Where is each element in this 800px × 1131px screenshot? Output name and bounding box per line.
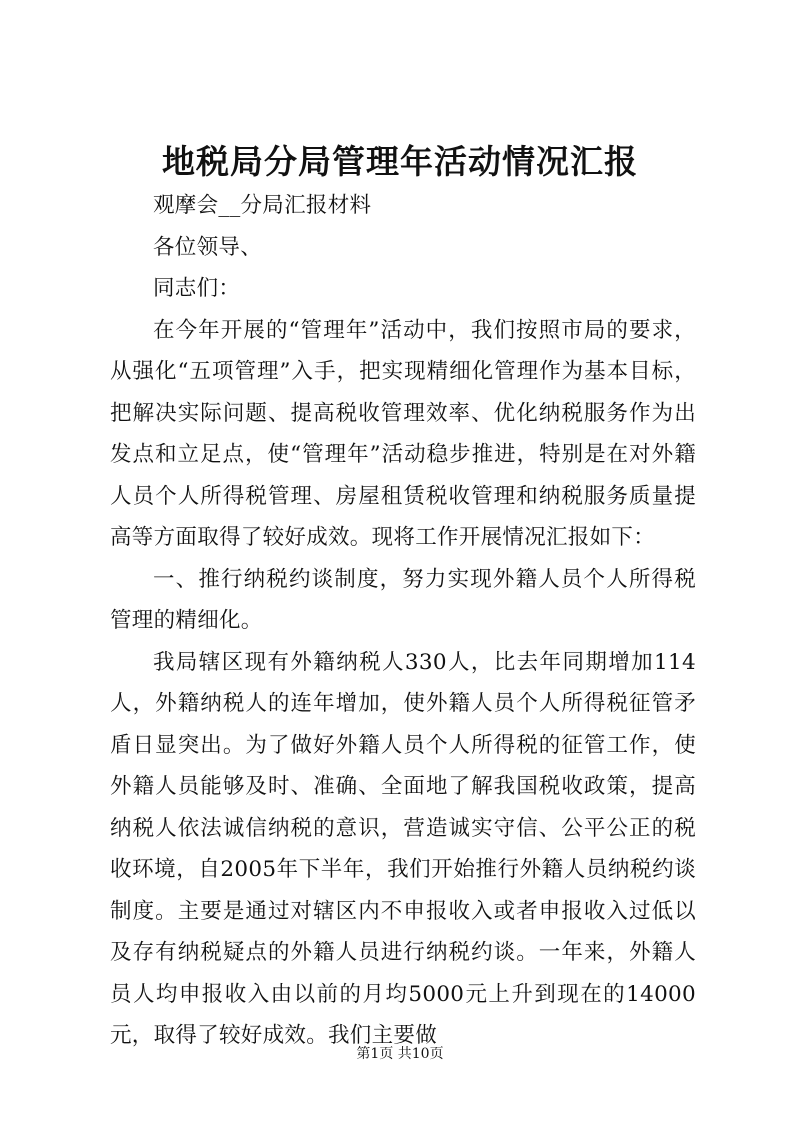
section-heading-1: 一、推行纳税约谈制度，努力实现外籍人员个人所得税管理的精细化。 bbox=[110, 566, 696, 633]
salutation-line-2: 同志们： bbox=[153, 276, 241, 301]
document-body bbox=[110, 185, 696, 1057]
page-footer: 第1页 共10页 bbox=[356, 1046, 444, 1062]
intro-paragraph: 在今年开展的“管理年”活动中，我们按照市局的要求，从强化“五项管理”入手，把实现精细化管理作为基本目标，把解决实际问题、提高税收管理效率、优化纳税服务作为出发点和立足点，使“管理年”活动稳步推进，特别是在对外籍人员个人所得税管理、房屋租赁税收管理和纳税服务质量提高等方面取得了较好成效。现将工作开展情况汇报如下： bbox=[110, 317, 696, 550]
subtitle-line: 观摩会__分局汇报材料 bbox=[153, 193, 372, 218]
document-title: 地税局分局管理年活动情况汇报 bbox=[162, 142, 638, 181]
salutation-line-1: 各位领导、 bbox=[153, 234, 263, 260]
body-paragraph: 我局辖区现有外籍纳税人330人，比去年同期增加114人，外籍纳税人的连年增加，使外籍人员个人所得税征管矛盾日显突出。为了做好外籍人员个人所得税的征管工作，使外籍人员能够及时、准确、全面地了解我国税收政策，提高纳税人依法诚信纳税的意识，营造诚实守信、公平公正的税收环境，自2005年下半年，我们开始推行外籍人员纳税约谈制度。主要是通过对辖区内不申报收入或者申报收入过低以及存有纳税疑点的外籍人员进行纳税约谈。一年来，外籍人员人均申报收入由以前的月均5000元上升到现在的14000元，取得了较好成效。我们主要做 bbox=[110, 649, 696, 1048]
